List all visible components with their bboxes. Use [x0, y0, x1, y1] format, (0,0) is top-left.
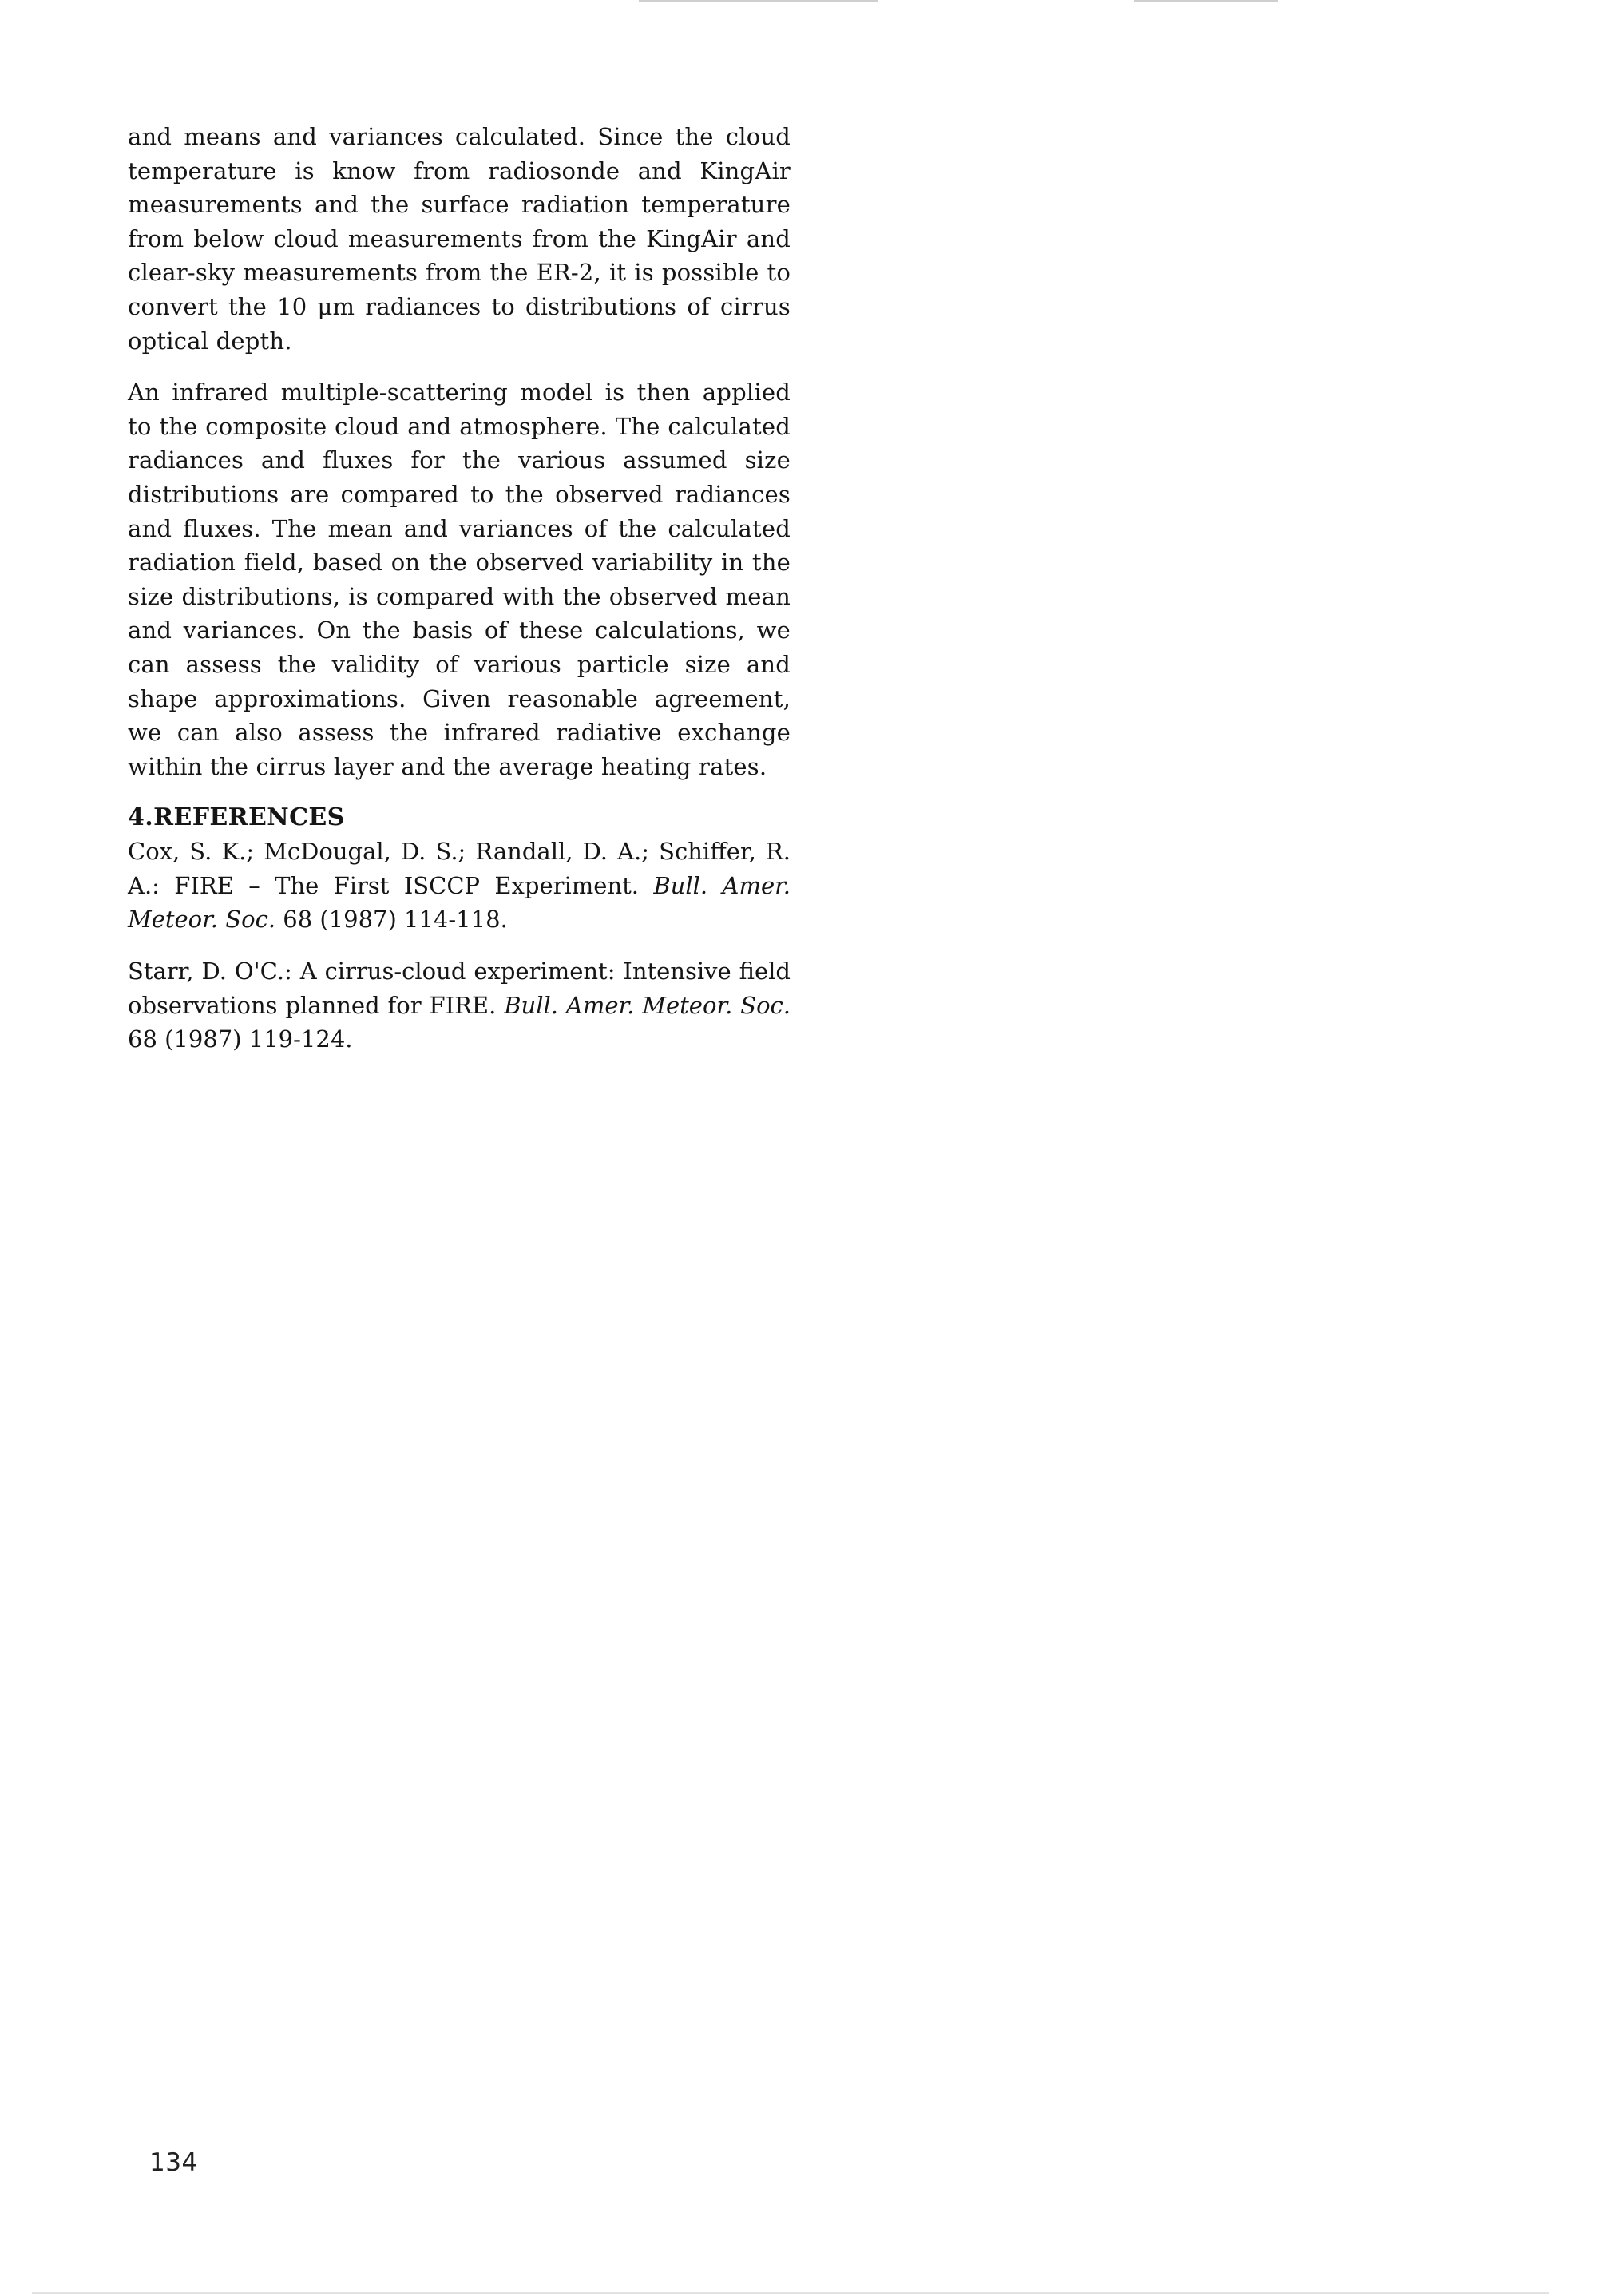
page-number: 134	[149, 2148, 198, 2177]
body-paragraph-2: An infrared multiple-scattering model is then applied to the composite cloud and atmosphere. The calculated radiances and fluxes for the various assumed size distributions are compared to the observed radiances and fluxes. The mean and variances of the calculated radiation field, based on the observed variability in the size distributions, is compared with the observed mean and variances. On the basis of these calculations, we can assess the validity of various particle size and shape approximations. Given reasonable agreement, we can also assess the infrared radiative exchange within the cirrus layer and the average heating rates.	[128, 379, 791, 780]
reference-authors-title: Starr, D. O'C.: A cirrus-cloud experiment: Intensive field observations planned for FIRE.	[128, 958, 791, 1019]
reference-journal: Bull. Amer. Meteor. Soc.	[128, 871, 791, 934]
scan-edge-top-1	[639, 0, 878, 2]
text-column	[128, 120, 791, 1074]
reference-details: 68 (1987) 119-124.	[128, 1025, 353, 1053]
reference-journal: Bull. Amer. Meteor. Soc.	[504, 991, 791, 1019]
references-heading: 4.REFERENCES	[128, 803, 345, 832]
reference-authors-title: Cox, S. K.; McDougal, D. S.; Randall, D. A.; Schiffer, R. A.: FIRE – The First ISCCP Experiment.	[128, 838, 791, 899]
reference-item	[128, 835, 791, 937]
scan-edge-top-2	[1134, 0, 1278, 2]
reference-item	[128, 954, 791, 1057]
reference-details: 68 (1987) 114-118.	[283, 906, 508, 934]
body-paragraph-1: and means and variances calculated. Since the cloud temperature is know from radiosonde and KingAir measurements and the surface radiation temperature from below cloud measurements from the KingAir and clear-sky measurements from the ER-2, it is possible to convert the 10 μm radiances to distributions of cirrus optical depth.	[128, 123, 791, 355]
scan-edge-bottom	[32, 2292, 1549, 2294]
